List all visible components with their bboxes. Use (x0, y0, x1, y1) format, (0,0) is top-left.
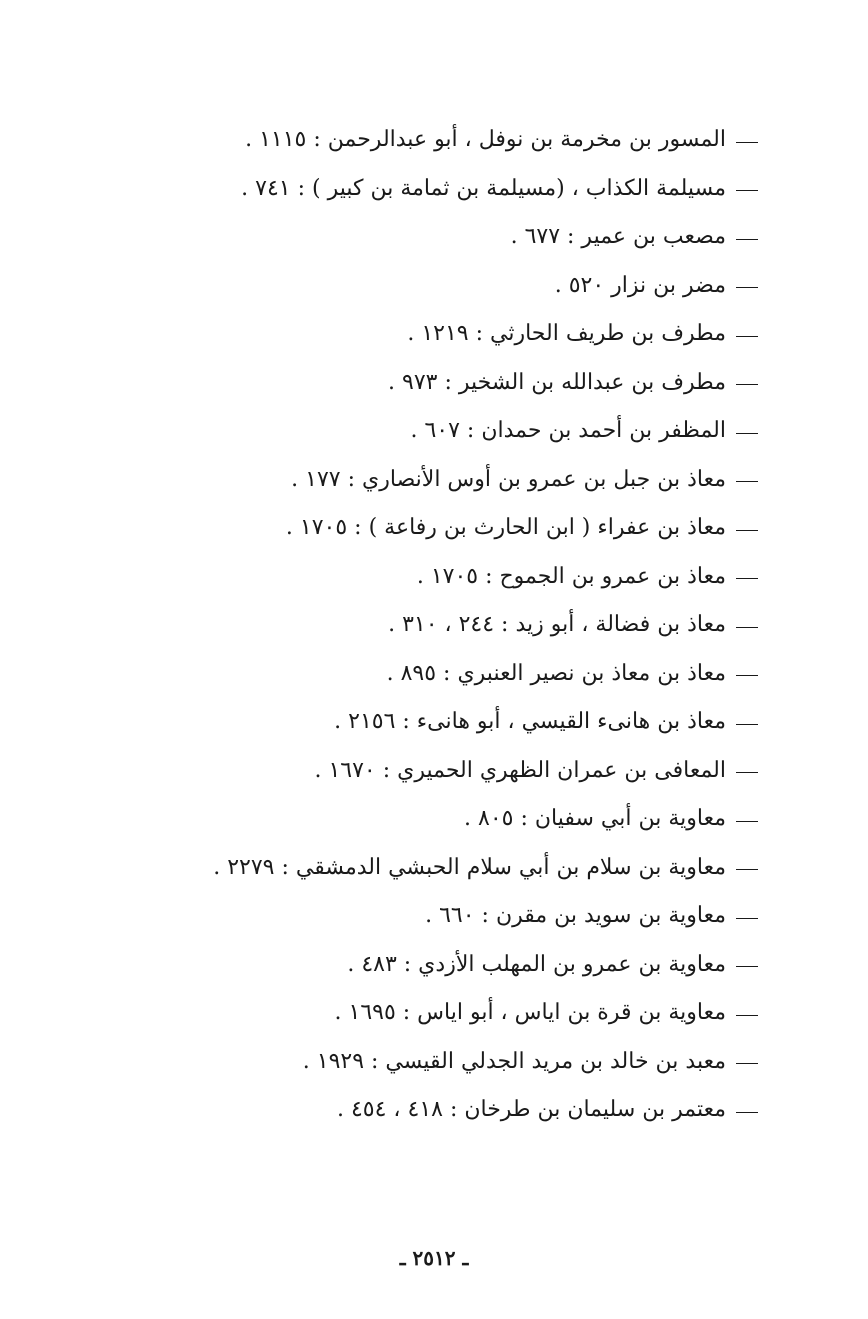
entry-text: معاوية بن قرة بن اياس ، أبو اياس : ١٦٩٥ . (334, 1000, 726, 1025)
entry-dash (736, 578, 758, 579)
index-entry (118, 504, 758, 553)
index-entry (118, 989, 758, 1038)
index-entry (118, 941, 758, 990)
entry-text: معاوية بن عمرو بن المهلب الأزدي : ٤٨٣ . (347, 951, 726, 977)
entry-dash (736, 384, 758, 385)
entry-text: مطرف بن طريف الحارثي : ١٢١٩ . (407, 321, 726, 346)
entry-text: مطرف بن عبدالله بن الشخير : ٩٧٣ . (388, 369, 726, 395)
index-entry (118, 310, 758, 359)
index-entry (118, 747, 758, 796)
entry-dash (736, 433, 758, 434)
entry-dash (736, 772, 758, 773)
entry-dash (736, 190, 758, 191)
index-entry (118, 407, 758, 456)
entry-text: معاذ بن عمرو بن الجموح : ١٧٠٥ . (416, 563, 726, 589)
entry-dash (736, 675, 758, 676)
index-entry (118, 601, 758, 650)
index-entry (118, 165, 758, 214)
entry-text: المعافى بن عمران الظهري الحميري : ١٦٧٠ . (314, 757, 726, 783)
entry-dash (736, 918, 758, 919)
entry-text: معبد بن خالد بن مريد الجدلي القيسي : ١٩٢٩ . (302, 1048, 726, 1074)
entry-dash (736, 724, 758, 725)
entry-dash (736, 627, 758, 628)
entry-dash (736, 336, 758, 337)
entry-dash (736, 1112, 758, 1113)
entry-dash (736, 1015, 758, 1016)
entry-text: معاذ بن جبل بن عمرو بن أوس الأنصاري : ١٧٧ . (291, 466, 726, 492)
entry-text: معاذ بن فضالة ، أبو زيد : ٢٤٤ ، ٣١٠ . (388, 612, 726, 637)
index-entry (118, 456, 758, 505)
entry-text: معاذ بن معاذ بن نصير العنبري : ٨٩٥ . (386, 660, 726, 686)
entry-dash (736, 1063, 758, 1064)
index-entry (118, 262, 758, 311)
index-entry (118, 844, 758, 893)
entry-dash (736, 481, 758, 482)
index-entry (118, 650, 758, 699)
index-entries-list (118, 116, 758, 1135)
entry-dash (736, 239, 758, 240)
index-entry (118, 359, 758, 408)
entry-text: معاوية بن أبي سفيان : ٨٠٥ . (464, 806, 726, 831)
page-number: ـ ٢٥١٢ ـ (399, 1246, 469, 1270)
entry-text: معاوية بن سلام بن أبي سلام الحبشي الدمشقي : ٢٢٧٩ . (213, 854, 726, 880)
entry-text: المسور بن مخرمة بن نوفل ، أبو عبدالرحمن : ١١١٥ . (245, 127, 726, 152)
entry-text: معاذ بن هانىء القيسي ، أبو هانىء : ٢١٥٦ . (334, 709, 726, 734)
entry-text: مصعب بن عمير : ٦٧٧ . (510, 224, 726, 249)
index-entry (118, 892, 758, 941)
entry-dash (736, 530, 758, 531)
index-entry (118, 213, 758, 262)
index-entry (118, 795, 758, 844)
entry-dash (736, 287, 758, 288)
entry-text: مضر بن نزار ٥٢٠ . (554, 272, 726, 298)
entry-text: معتمر بن سليمان بن طرخان : ٤١٨ ، ٤٥٤ . (336, 1097, 726, 1122)
index-entry (118, 1038, 758, 1087)
entry-text: معاذ بن عفراء ( ابن الحارث بن رفاعة ) : ١٧٠٥ . (285, 515, 726, 540)
entry-text: معاوية بن سويد بن مقرن : ٦٦٠ . (425, 903, 726, 928)
entry-dash (736, 869, 758, 870)
entry-dash (736, 821, 758, 822)
entry-text: المظفر بن أحمد بن حمدان : ٦٠٧ . (410, 418, 726, 443)
index-entry (118, 116, 758, 165)
entry-text: مسيلمة الكذاب ، (مسيلمة بن ثمامة بن كبير ) : ٧٤١ . (241, 175, 726, 201)
index-entry (118, 1086, 758, 1135)
entry-dash (736, 142, 758, 143)
entry-dash (736, 966, 758, 967)
index-entry (118, 698, 758, 747)
index-entry (118, 553, 758, 602)
